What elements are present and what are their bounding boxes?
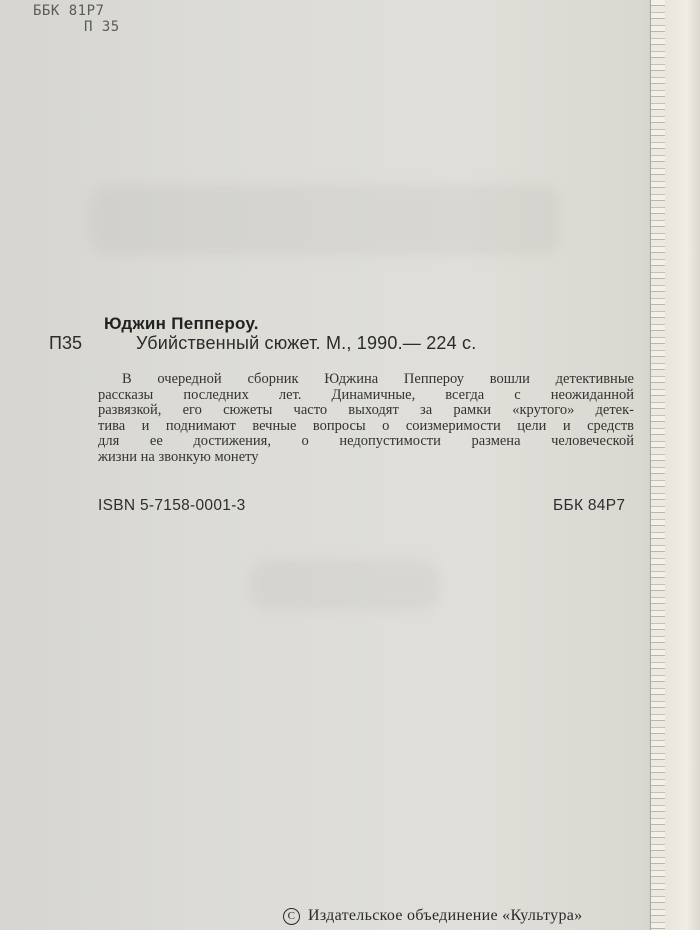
publisher-line (283, 907, 582, 925)
annotation-line: В очередной сборник Юджина Пеппероу вошли детективные (122, 371, 634, 387)
isbn-number: ISBN 5-7158-0001-3 (98, 497, 246, 514)
corner-index: П 35 (84, 19, 120, 35)
copyright-icon: C (283, 908, 300, 925)
page-edge-highlight (665, 0, 700, 930)
annotation (98, 372, 634, 465)
show-through-shadow (90, 185, 560, 255)
annotation-line: тива и поднимают вечные вопросы о соизмеримости цели и средств (98, 417, 634, 434)
annotation-line: для ее достижения, о недопустимости размена человеческой (98, 433, 634, 449)
corner-bbk-code: ББК 81Р7 (33, 3, 105, 19)
bbk-classification: ББК 84Р7 (553, 497, 626, 514)
author-name: Юджин Пеппероу. (104, 314, 259, 333)
annotation-line: рассказы последних лет. Динамичные, всегда с неожиданной (98, 386, 634, 403)
book-title-line: Убийственный сюжет. М., 1990.— 224 с. (136, 333, 477, 353)
annotation-line: развязкой, его сюжеты часто выходят за рамки «крутого» детек- (98, 402, 634, 418)
shelf-code: П35 (49, 333, 82, 353)
publisher-name: Издательское объединение «Культура» (308, 907, 583, 924)
annotation-line: жизни на звонкую монету (98, 448, 259, 465)
page-edge-stack (650, 0, 700, 930)
show-through-shadow (250, 560, 440, 610)
